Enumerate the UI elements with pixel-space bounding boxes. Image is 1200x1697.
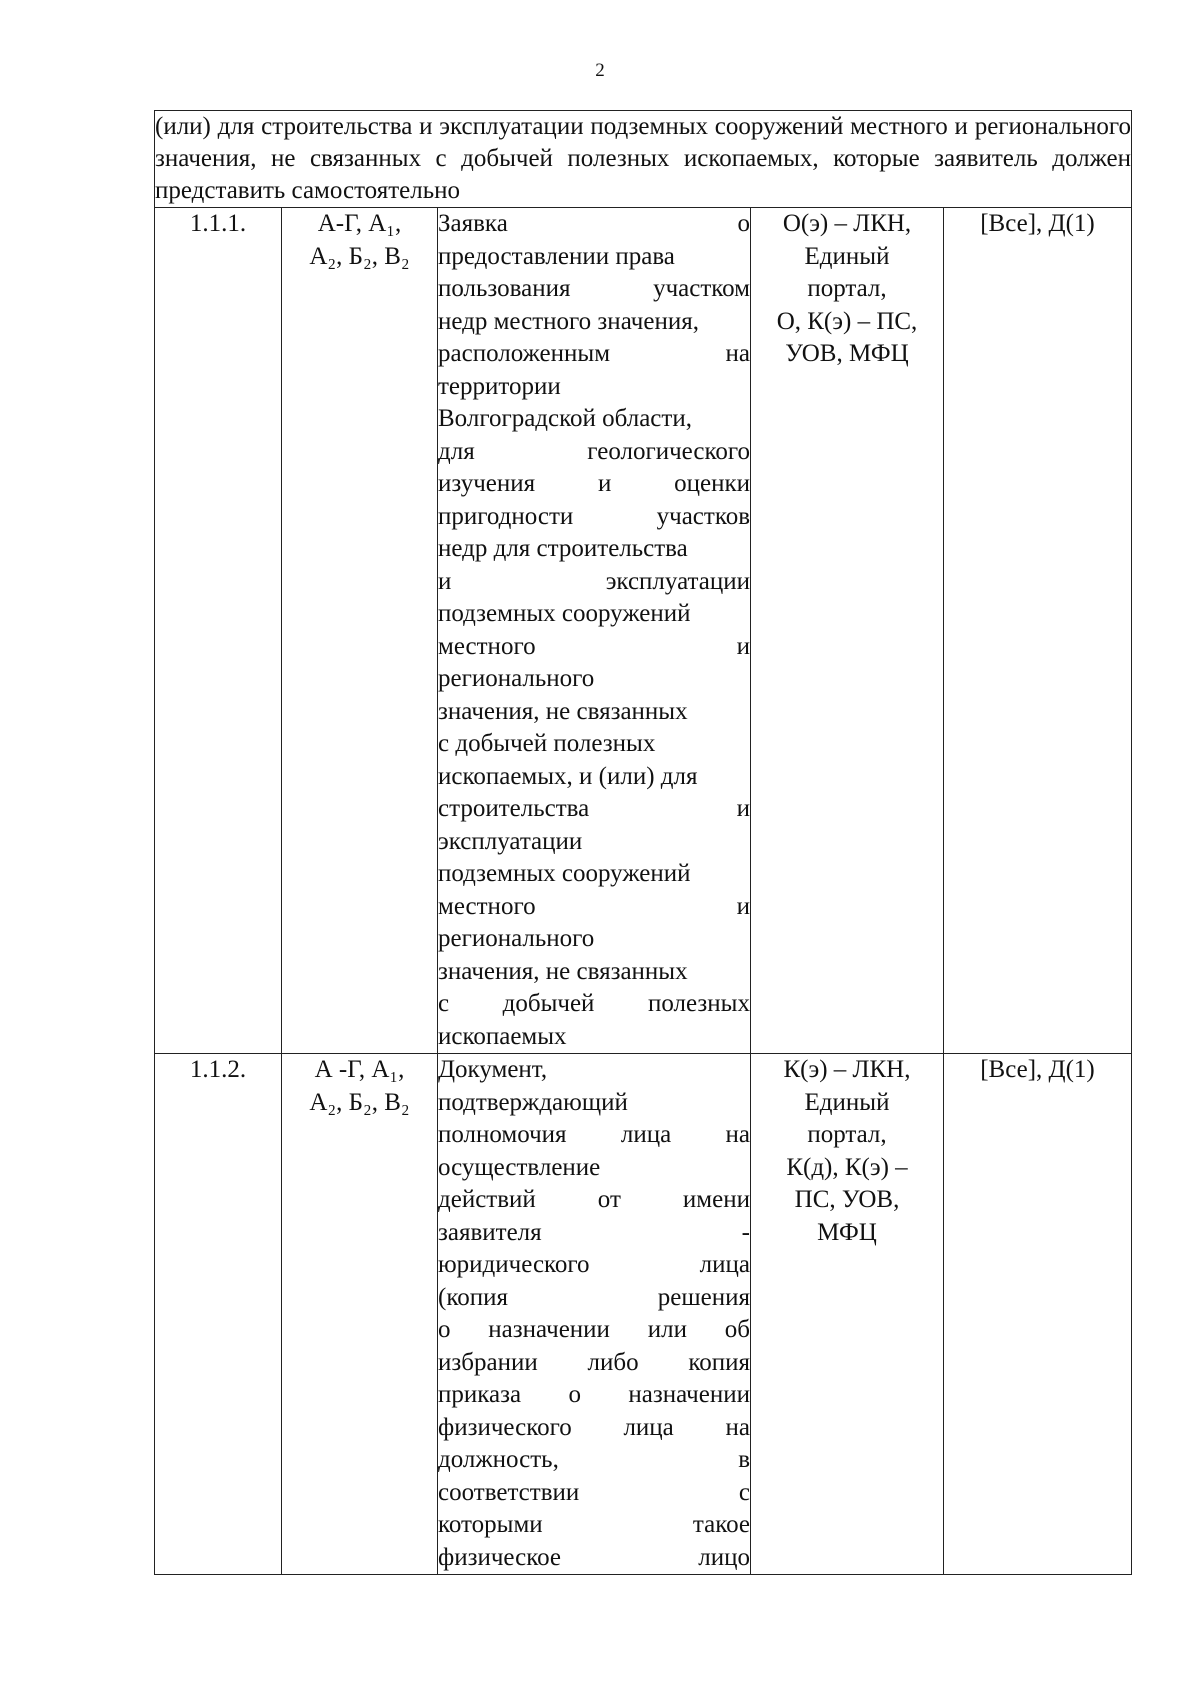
description-line: (копия решения [438,1283,750,1311]
table-row [155,1054,1132,1575]
documents-table [154,110,1132,1575]
form-line: ПС, УОВ, [794,1186,900,1213]
description-line: и эксплуатации [438,567,750,595]
description-line: ископаемых, и (или) для [438,762,698,790]
form-line: УОВ, МФЦ [785,340,909,367]
description-line: полномочия лица на [438,1121,750,1148]
codes-line: А -Г, А₁, [314,1056,405,1083]
description-line: осуществление [438,1153,601,1181]
description-line: значения, не связанных [438,697,688,725]
description-line: регионального [438,925,595,952]
applicability: [Все], Д(1) [944,208,1132,1054]
description-line: о назначении или об [438,1316,750,1343]
description-line: заявителя - [438,1218,750,1246]
form-line: портал, [807,275,887,302]
applicability: [Все], Д(1) [944,1054,1132,1575]
description-line: значения, не связанных [438,957,688,985]
description-line: местного и [438,632,750,660]
form-line: портал, [807,1121,887,1148]
description-line: соответствии с [438,1478,750,1506]
intro-text: (или) для строительства и эксплуатации подземных сооружений местного и регионального значения, не связанных с добычей полезных ископаемых, которые заявитель должен представить самостоятельно [155,111,1132,208]
description-line: с добычей полезных [438,990,750,1017]
applicant-codes [282,1054,438,1575]
document-description [438,208,751,1054]
description-line: недр местного значения, [438,307,699,335]
description-line: должность, в [438,1446,750,1473]
description-line: подземных сооружений [438,860,691,887]
description-line: Волгоградской области, [438,405,692,432]
description-line: ископаемых [438,1022,567,1050]
description-line: предоставлении права [438,242,675,270]
form-line: Единый [804,1088,890,1116]
submission-form [751,208,944,1054]
row-number: 1.1.2. [155,1054,282,1575]
description-line: физического лица на [438,1413,750,1441]
description-line: территории [438,372,561,400]
form-line: О(э) – ЛКН, [782,210,912,237]
description-line: с добычей полезных [438,730,656,757]
codes-line: А₂, Б₂, В₂ [309,242,410,270]
row-number: 1.1.1. [155,208,282,1054]
description-line: Документ, [438,1056,548,1083]
description-line: подтверждающий [438,1088,628,1116]
description-line: местного и [438,892,750,920]
form-line: Единый [804,242,890,270]
form-line: К(э) – ЛКН, [783,1056,911,1083]
description-line: действий от имени [438,1186,750,1213]
submission-form [751,1054,944,1575]
description-line: пользования участком [438,275,750,302]
intro-row [155,111,1132,208]
description-line: пригодности участков [438,502,750,530]
form-line: О, К(э) – ПС, [776,307,918,335]
codes-line: А-Г, А₁, [317,210,402,237]
form-line: МФЦ [817,1218,877,1246]
codes-line: А₂, Б₂, В₂ [309,1088,410,1116]
description-line: для геологического [438,437,750,465]
document-description [438,1054,751,1575]
description-line: недр для строительства [438,535,688,562]
description-line: юридического лица [438,1251,750,1278]
table-row [155,208,1132,1054]
form-line: К(д), К(э) – [786,1153,908,1181]
description-line: приказа о назначении [438,1381,750,1408]
description-line: Заявка о [438,210,750,237]
description-line: избрании либо копия [438,1348,750,1376]
description-line: которыми такое [438,1511,750,1538]
description-line: регионального [438,665,595,692]
applicant-codes [282,208,438,1054]
description-line: эксплуатации [438,827,583,855]
description-line: расположенным на [438,340,750,367]
description-line: строительства и [438,795,750,822]
description-line: подземных сооружений [438,600,691,627]
description-line: физическое лицо [438,1543,750,1571]
page-number: 2 [595,60,605,81]
description-line: изучения и оценки [438,470,750,497]
